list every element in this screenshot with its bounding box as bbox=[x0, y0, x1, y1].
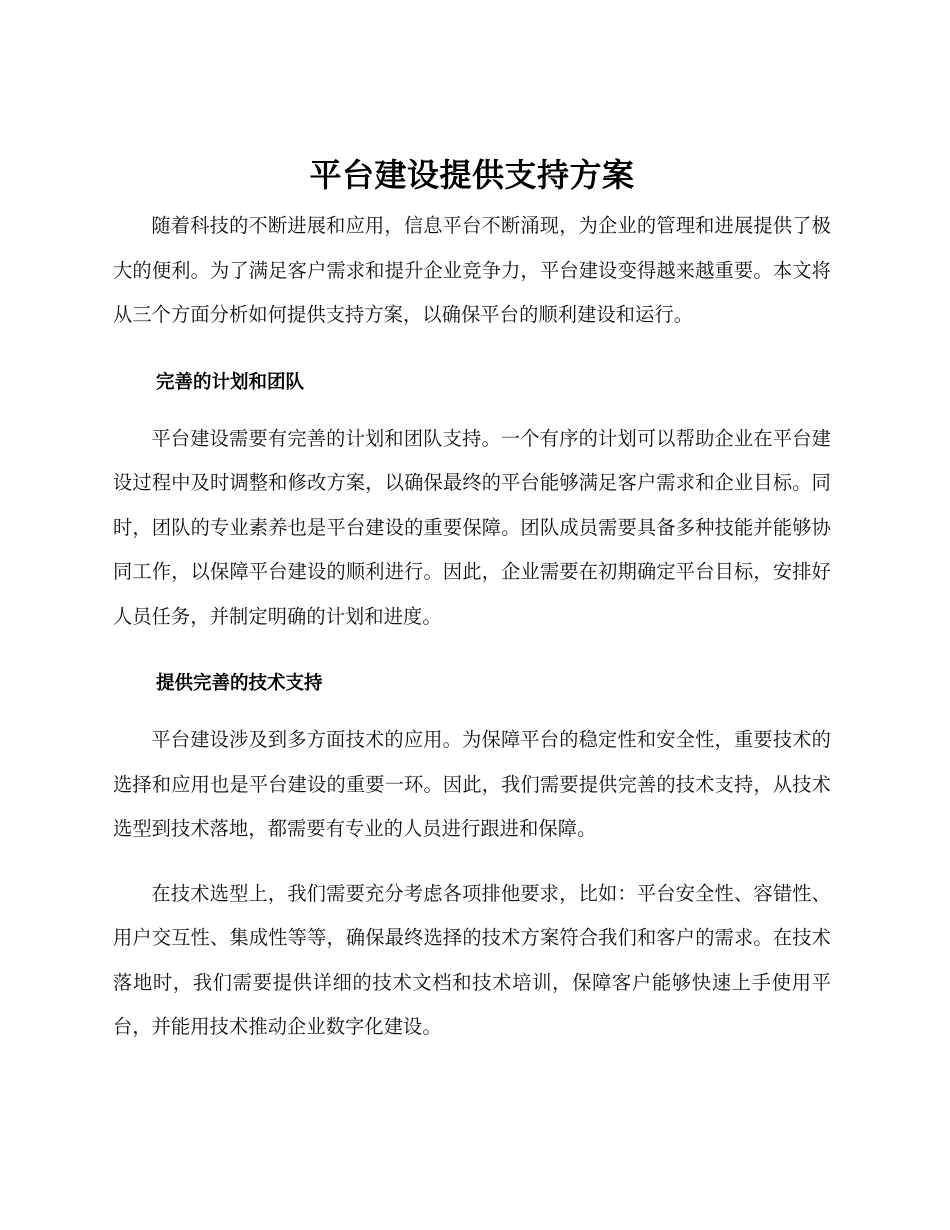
intro-paragraph: 随着科技的不断进展和应用，信息平台不断涌现，为企业的管理和进展提供了极大的便利。为了满足客户需求和提升企业竞争力，平台建设变得越来越重要。本文将从三个方面分析如何提供支持方案，以确保平台的顺利建设和运行。 bbox=[113, 214, 831, 326]
section-paragraph-plan-team: 平台建设需要有完善的计划和团队支持。一个有序的计划可以帮助企业在平台建设过程中及时调整和修改方案，以确保最终的平台能够满足客户需求和企业目标。同时，团队的专业素养也是平台建设的重要保障。团队成员需要具备多种技能并能够协同工作，以保障平台建设的顺利进行。因此，企业需要在初期确定平台目标，安排好人员任务，并制定明确的计划和进度。 bbox=[113, 426, 831, 628]
section-paragraph-tech-support-1: 平台建设涉及到多方面技术的应用。为保障平台的稳定性和安全性，重要技术的选择和应用也是平台建设的重要一环。因此，我们需要提供完善的技术支持，从技术选型到技术落地，都需要有专业的人员进行跟进和保障。 bbox=[113, 728, 831, 840]
document-body bbox=[113, 146, 831, 1050]
section-paragraph-tech-support-2: 在技术选型上，我们需要充分考虑各项排他要求，比如：平台安全性、容错性、用户交互性、集成性等等，确保最终选择的技术方案符合我们和客户的需求。在技术落地时，我们需要提供详细的技术文档和技术培训，保障客户能够快速上手使用平台，并能用技术推动企业数字化建设。 bbox=[113, 881, 831, 1038]
paragraph-gap bbox=[113, 852, 831, 872]
document-title: 平台建设提供支持方案 bbox=[309, 156, 635, 194]
section-heading-tech-support: 提供完善的技术支持 bbox=[156, 673, 323, 694]
section-heading-plan-team: 完善的计划和团队 bbox=[156, 371, 305, 393]
